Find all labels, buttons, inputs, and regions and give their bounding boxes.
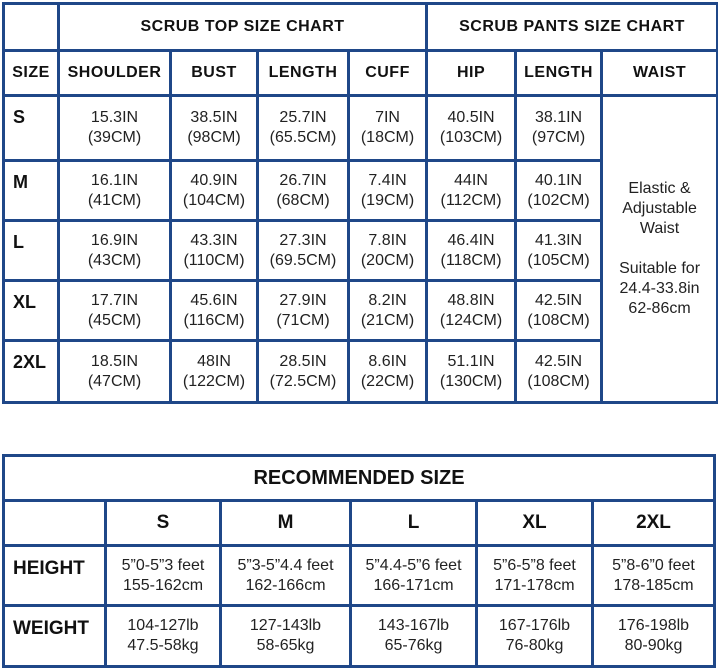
- waist-info-line: Elastic &: [628, 180, 691, 197]
- measurement-value: 7.8IN: [368, 231, 407, 249]
- measurement-value: 28.5IN: [279, 352, 327, 370]
- measurement-value: (18CM): [360, 129, 415, 146]
- measurement-cell: [516, 281, 602, 341]
- measurement-value: (20CM): [360, 251, 415, 269]
- recommendation-value: 5”0-5”3 feet: [121, 556, 205, 574]
- recommendation-value: 178-185cm: [613, 576, 694, 594]
- recommendation-cell: [221, 546, 351, 606]
- recommendation-value: 58-65kg: [256, 637, 315, 654]
- empty-corner-cell: [4, 4, 59, 51]
- measurement-cell: [427, 96, 516, 161]
- recommendation-value: 167-176lb: [498, 617, 571, 634]
- recommendation-value: 162-166cm: [245, 576, 326, 594]
- measurement-value: 41.3IN: [534, 231, 583, 249]
- measurement-cell: [171, 161, 258, 221]
- measurement-value: (104CM): [182, 191, 246, 209]
- measurement-cell: [171, 281, 258, 341]
- table-row: [4, 96, 718, 161]
- size-label: S: [4, 96, 59, 161]
- measurement-cell: [516, 221, 602, 281]
- measurement-value: 51.1IN: [447, 352, 495, 370]
- size-column-header: S: [106, 501, 221, 546]
- column-header: BUST: [171, 51, 258, 96]
- measurement-value: 38.1IN: [534, 109, 583, 126]
- measurement-value: (22CM): [360, 372, 415, 390]
- recommendation-value: 104-127lb: [127, 617, 199, 634]
- recommendation-value: 76-80kg: [505, 637, 564, 654]
- measurement-value: 40.1IN: [534, 171, 583, 189]
- measurement-value: (68CM): [276, 191, 330, 209]
- measurement-value: (112CM): [440, 191, 502, 209]
- recommendation-cell: [351, 606, 477, 667]
- measurement-value: (69.5CM): [269, 251, 337, 269]
- measurement-value: (105CM): [527, 251, 590, 269]
- recommendation-value: 155-162cm: [122, 576, 204, 594]
- waist-info-line: 24.4-33.8in: [619, 280, 700, 297]
- size-column-header: 2XL: [593, 501, 715, 546]
- column-header: HIP: [427, 51, 516, 96]
- measurement-value: (21CM): [360, 311, 415, 329]
- measurement-cell: [427, 281, 516, 341]
- column-header: LENGTH: [258, 51, 349, 96]
- waist-info-line: [603, 239, 716, 259]
- measurement-value: 43.3IN: [190, 231, 238, 249]
- measurement-value: 27.3IN: [279, 231, 327, 249]
- measurement-cell: [171, 221, 258, 281]
- measurement-value: 38.5IN: [190, 109, 238, 126]
- recommendation-cell: [593, 546, 715, 606]
- measurement-cell: [427, 341, 516, 403]
- measurement-value: (41CM): [87, 191, 142, 209]
- scrub-pants-title: SCRUB PANTS SIZE CHART: [427, 4, 718, 51]
- measurement-value: (103CM): [439, 129, 503, 146]
- waist-info-line: 62-86cm: [628, 300, 691, 317]
- measurement-cell: [349, 281, 427, 341]
- measurement-value: 48IN: [197, 352, 231, 370]
- measurement-cell: [258, 221, 349, 281]
- measurement-cell: [171, 341, 258, 403]
- measurement-cell: [516, 161, 602, 221]
- row-label: HEIGHT: [4, 546, 106, 606]
- measurement-value: (108CM): [527, 311, 590, 329]
- measurement-cell: [516, 96, 602, 161]
- recommendation-value: 143-167lb: [377, 617, 450, 634]
- column-header: SHOULDER: [59, 51, 171, 96]
- measurement-cell: [427, 221, 516, 281]
- measurement-value: 16.9IN: [90, 231, 139, 249]
- measurement-cell: [171, 96, 258, 161]
- waist-info-line: Waist: [639, 220, 680, 237]
- measurement-value: (130CM): [439, 372, 503, 390]
- measurement-value: (98CM): [187, 129, 241, 146]
- recommendation-value: 47.5-58kg: [127, 637, 199, 654]
- recommendation-cell: [477, 606, 593, 667]
- measurement-value: 8.6IN: [368, 352, 407, 370]
- measurement-cell: [258, 341, 349, 403]
- measurement-value: (124CM): [439, 311, 503, 329]
- measurement-value: (71CM): [276, 311, 330, 329]
- measurement-value: 46.4IN: [447, 231, 495, 249]
- measurement-cell: [349, 96, 427, 161]
- measurement-value: 17.7IN: [90, 291, 139, 309]
- column-header: CUFF: [349, 51, 427, 96]
- table-row: [4, 606, 715, 667]
- measurement-value: (47CM): [87, 372, 142, 390]
- waist-info-cell: [602, 96, 718, 403]
- measurement-value: (39CM): [87, 129, 142, 146]
- size-label: L: [4, 221, 59, 281]
- recommended-size-title: RECOMMENDED SIZE: [4, 456, 715, 501]
- measurement-value: (116CM): [183, 311, 245, 329]
- measurement-cell: [258, 96, 349, 161]
- measurement-value: 8.2IN: [368, 291, 407, 309]
- row-label: WEIGHT: [4, 606, 106, 667]
- recommendation-value: 127-143lb: [249, 617, 322, 634]
- recommendation-value: 5”8-6”0 feet: [612, 556, 695, 574]
- measurement-value: 7.4IN: [368, 171, 407, 189]
- measurement-cell: [59, 281, 171, 341]
- measurement-value: (65.5CM): [269, 129, 337, 146]
- scrub-size-chart-table: [2, 2, 718, 404]
- size-column-header: XL: [477, 501, 593, 546]
- size-column-header: L: [351, 501, 477, 546]
- measurement-value: 18.5IN: [90, 352, 139, 370]
- measurement-cell: [59, 161, 171, 221]
- recommendation-value: 5”3-5”4.4 feet: [237, 556, 334, 574]
- measurement-value: 27.9IN: [279, 291, 327, 309]
- size-column-header: M: [221, 501, 351, 546]
- measurement-value: (43CM): [87, 251, 142, 269]
- measurement-value: 40.5IN: [447, 109, 495, 126]
- measurement-value: 44IN: [454, 171, 488, 189]
- waist-info-line: Adjustable: [622, 200, 697, 217]
- size-label: M: [4, 161, 59, 221]
- column-header: WAIST: [602, 51, 718, 96]
- measurement-cell: [258, 161, 349, 221]
- measurement-cell: [258, 281, 349, 341]
- size-label: XL: [4, 281, 59, 341]
- empty-corner-cell: [4, 501, 106, 546]
- recommendation-value: 166-171cm: [373, 576, 454, 594]
- column-header: LENGTH: [516, 51, 602, 96]
- recommendation-value: 65-76kg: [384, 637, 443, 654]
- recommendation-value: 5”4.4-5”6 feet: [365, 556, 462, 574]
- measurement-value: (108CM): [527, 372, 590, 390]
- measurement-value: 48.8IN: [447, 291, 495, 309]
- measurement-cell: [59, 221, 171, 281]
- recommendation-value: 171-178cm: [494, 576, 575, 594]
- table-row: [4, 546, 715, 606]
- measurement-value: 15.3IN: [90, 109, 139, 126]
- measurement-value: (19CM): [360, 191, 415, 209]
- measurement-cell: [59, 341, 171, 403]
- measurement-value: (97CM): [531, 129, 586, 146]
- recommendation-cell: [351, 546, 477, 606]
- measurement-value: 42.5IN: [534, 291, 583, 309]
- measurement-cell: [516, 341, 602, 403]
- measurement-value: 26.7IN: [279, 171, 327, 189]
- recommendation-value: 5”6-5”8 feet: [493, 556, 576, 574]
- measurement-value: 25.7IN: [279, 109, 327, 126]
- recommendation-cell: [593, 606, 715, 667]
- recommendation-value: 80-90kg: [624, 637, 683, 654]
- recommendation-cell: [106, 546, 221, 606]
- scrub-top-title: SCRUB TOP SIZE CHART: [59, 4, 427, 51]
- recommendation-cell: [477, 546, 593, 606]
- recommendation-value: 176-198lb: [617, 617, 690, 634]
- measurement-value: 16.1IN: [90, 171, 139, 189]
- measurement-value: 7IN: [375, 109, 400, 126]
- measurement-value: 45.6IN: [190, 291, 238, 309]
- measurement-cell: [349, 161, 427, 221]
- recommended-size-table: [2, 454, 716, 668]
- column-header: SIZE: [4, 51, 59, 96]
- waist-info-line: Suitable for: [619, 260, 701, 277]
- measurement-cell: [349, 221, 427, 281]
- measurement-value: (72.5CM): [269, 372, 337, 390]
- measurement-cell: [349, 341, 427, 403]
- measurement-value: (102CM): [527, 191, 590, 209]
- measurement-value: (45CM): [87, 311, 142, 329]
- measurement-value: 42.5IN: [534, 352, 583, 370]
- measurement-cell: [59, 96, 171, 161]
- size-label: 2XL: [4, 341, 59, 403]
- recommendation-cell: [221, 606, 351, 667]
- measurement-cell: [427, 161, 516, 221]
- measurement-value: 40.9IN: [190, 171, 238, 189]
- measurement-value: (110CM): [183, 251, 245, 269]
- recommendation-cell: [106, 606, 221, 667]
- measurement-value: (122CM): [182, 372, 246, 390]
- measurement-value: (118CM): [440, 251, 502, 269]
